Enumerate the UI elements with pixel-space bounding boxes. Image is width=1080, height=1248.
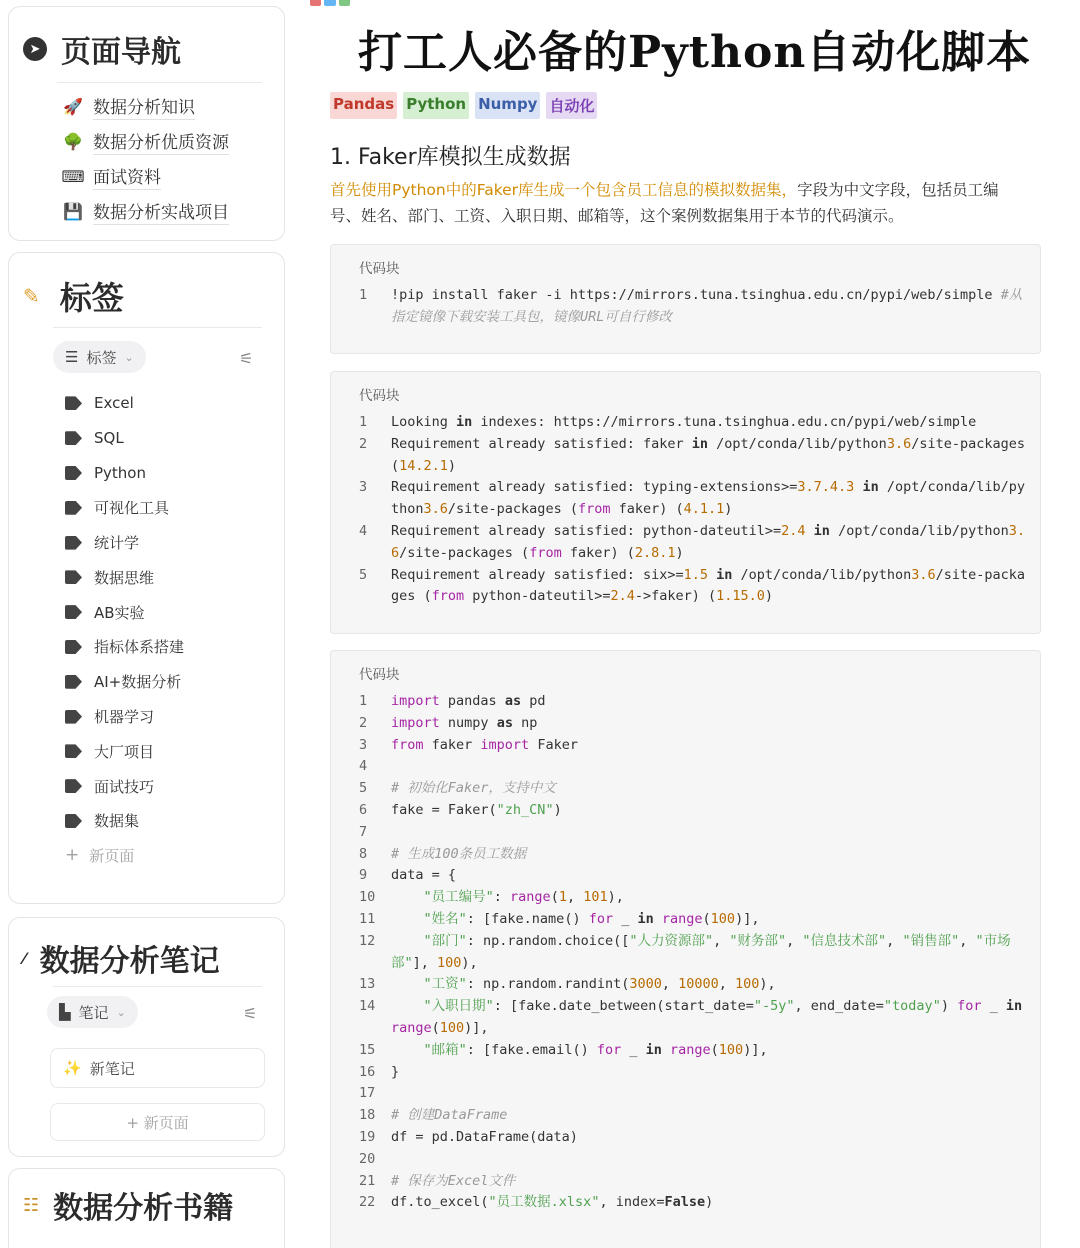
code-line: # 生成100条员工数据 [391,845,527,862]
code-line: fake = Faker("zh_CN") [391,802,562,818]
new-note-button[interactable] [50,1048,265,1088]
paragraph-text: 字段为中文字段，包括员工编号、姓名、部门、工资、入职日期、邮箱等，这个案例数据集用于本节的代码演示。 [330,181,999,225]
paragraph-highlight: 首先使用Python中的Faker库生成一个包含员工信息的模拟数据集， [330,181,798,199]
checklist-icon: ☷ [23,1194,40,1216]
line-number: 5 [359,566,368,583]
floppy-icon: 💾 [63,202,83,221]
code-line: import numpy as np [391,714,538,731]
notes-panel-header [23,936,220,980]
tag-label: 大厂项目 [94,742,155,761]
nav-item-label: 数据分析实战项目 [93,198,229,225]
line-number: 5 [359,780,368,797]
tag-icon [65,779,82,793]
tag-label: AI+数据分析 [94,673,182,692]
nav-item[interactable] [59,159,279,194]
code-block-faker[interactable] [330,650,1041,1248]
tag-icon [65,605,82,619]
line-number: 2 [359,714,368,731]
article-tag[interactable]: 自动化 [546,92,597,119]
nav-item-label: 数据分析知识 [93,93,195,120]
code-line: Requirement already satisfied: faker in /opt/conda/lib/python3.6/site-packages (14.2.1) [391,435,1034,474]
nav-panel-title: 页面导航 [61,35,181,70]
books-panel-header [23,1183,233,1227]
section-title: 1. Faker库模拟生成数据 [330,145,571,170]
code-line: import pandas as pd [391,693,546,709]
code-line: "姓名": [fake.name() for _ in range(100)], [423,911,760,927]
compass-icon: ➤ [23,37,47,61]
tag-item[interactable] [9,769,284,804]
nav-item[interactable] [59,194,279,229]
rocket-icon: 🚀 [63,97,83,116]
nav-item[interactable] [59,124,279,159]
tag-icon [65,710,82,724]
tag-icon [65,814,82,828]
line-number: 22 [359,1194,376,1211]
line-number: 4 [359,523,368,539]
line-number: 16 [359,1063,376,1080]
nav-item-label: 面试资料 [93,163,161,190]
code-line: "邮箱": [fake.email() for _ in range(100)], [423,1041,768,1058]
code-line: # 保存为Excel文件 [391,1172,516,1189]
tag-item[interactable] [9,630,284,665]
tag-icon [65,570,82,584]
line-number: 1 [359,287,368,303]
line-number: 3 [359,736,368,753]
nav-list [59,89,279,229]
line-number: 1 [359,693,368,709]
tag-list [9,386,284,838]
code-line: from faker import Faker [391,736,578,753]
tag-item[interactable] [9,560,284,595]
new-page-button[interactable] [9,838,284,873]
tag-label: SQL [94,429,124,448]
tag-label: 数据思维 [94,568,155,587]
notes-new-page-button[interactable] [50,1103,265,1141]
notes-new-page-label: + 新页面 [126,1113,189,1132]
code-line: "入职日期": [fake.date_between(start_date="-5y", end_date="today") for _ in range(100)], [391,998,1023,1036]
chevron-down-icon: ⌄ [124,350,134,364]
line-number: 4 [359,758,368,775]
tag-label: 面试技巧 [94,777,155,796]
line-number: 1 [359,414,368,430]
code-line: "工资": np.random.randint(3000, 10000, 100), [423,976,776,993]
tag-icon [65,431,82,445]
line-number: 18 [359,1107,376,1124]
code-line: } [391,1063,400,1080]
page-title: 打工人必备的Python自动化脚本 [358,27,1032,78]
tags-filter-dropdown[interactable] [53,341,146,373]
line-number: 21 [359,1172,376,1189]
line-number: 10 [359,889,376,906]
keyboard-icon: ⌨ [61,167,85,186]
page-cover-icon [310,0,350,6]
line-number: 3 [359,479,368,496]
code-line: Requirement already satisfied: python-dateutil>=2.4 in /opt/conda/lib/python3.6/site-packages (from faker) (2.8.1) [391,523,1026,561]
plus-icon: + [65,845,80,866]
line-number: 8 [359,845,368,862]
article-tag[interactable]: Numpy [475,92,540,119]
code-line: df = pd.DataFrame(data) [391,1129,578,1145]
tag-icon [65,396,82,410]
books-panel-title: 数据分析书籍 [53,1191,234,1226]
tag-icon [65,640,82,654]
tag-icon [65,744,82,758]
code-line: "员工编号": range(1, 101), [423,889,624,906]
notes-panel [8,917,285,1157]
line-number: 17 [359,1085,376,1102]
article-tags [330,92,597,119]
tag-item[interactable] [9,525,284,560]
tags-panel [8,252,285,904]
line-number: 20 [359,1150,376,1167]
line-number: 7 [359,823,368,840]
chevron-down-icon: ⌄ [116,1005,126,1019]
tag-label: 指标体系搭建 [94,638,185,657]
books-panel [8,1168,285,1248]
code-line: Requirement already satisfied: six>=1.5 in /opt/conda/lib/python3.6/site-packages (from python-dateutil>=2.4->faker) (1.15.0) [391,566,1026,605]
tag-label: 可视化工具 [94,499,170,518]
code-block-label: 代码块 [359,667,400,683]
code-line: Looking in indexes: https://mirrors.tuna.tsinghua.edu.cn/pypi/web/simple [391,414,977,430]
line-number: 13 [359,976,376,993]
code-block-install[interactable] [330,244,1041,354]
article-tag[interactable]: Python [403,92,469,119]
wand-icon: ⁄ [23,948,26,968]
code-line: "部门": np.random.choice(["人力资源部", "财务部", "信息技术部", "销售部", "市场部"], 100), [391,932,1011,971]
tag-label: 统计学 [94,534,140,553]
tag-item[interactable] [9,804,284,839]
tag-item[interactable] [9,490,284,525]
tag-item[interactable] [9,386,284,421]
tag-item[interactable] [9,595,284,630]
code-block-label: 代码块 [359,261,400,277]
notes-panel-title: 数据分析笔记 [39,944,220,979]
notes-settings-icon[interactable]: ⚟ [243,1004,258,1023]
line-number: 19 [359,1129,376,1145]
line-number: 14 [359,998,376,1015]
tag-item[interactable] [9,421,284,456]
line-number: 2 [359,435,368,452]
line-number: 15 [359,1041,376,1058]
tag-item[interactable] [9,664,284,699]
code-block-output[interactable] [330,371,1041,634]
pencil-icon: ✎ [23,284,40,308]
code-block-label: 代码块 [359,388,400,404]
code-line: Requirement already satisfied: typing-extensions>=3.7.4.3 in /opt/conda/lib/python3.6/site-packages (from faker) (4.1.1) [391,479,1026,518]
code-line: !pip install faker -i https://mirrors.tuna.tsinghua.edu.cn/pypi/web/simple #从指定镜像下载安装工具包，镜像URL可自行修改 [391,287,1023,325]
sparkle-wand-icon: ✨ [63,1059,82,1077]
document-icon: ▙ [59,1003,71,1021]
tags-panel-title: 标签 [59,279,124,317]
nav-panel-header [23,27,181,71]
code-line: df.to_excel("员工数据.xlsx", index=False) [391,1194,714,1211]
tag-label: Excel [94,394,134,413]
tags-panel-header [23,273,124,319]
notes-filter-dropdown[interactable] [47,996,138,1028]
tag-label: 机器学习 [94,708,155,727]
line-number: 12 [359,932,376,949]
tag-label: Python [94,463,146,482]
code-line: data = { [391,867,457,884]
line-number: 9 [359,867,368,884]
filter-settings-icon[interactable]: ⚟ [239,349,254,368]
tag-icon [65,536,82,550]
tag-item[interactable] [9,734,284,769]
tag-icon [65,466,82,480]
line-number: 11 [359,911,376,927]
tag-icon [65,501,82,515]
tag-label: 数据集 [94,812,140,831]
tags-filter-label: 标签 [86,348,117,367]
notes-filter-label: 笔记 [78,1003,109,1022]
tag-item[interactable] [9,456,284,491]
new-page-label: 新页面 [89,846,135,865]
tree-icon: 🌳 [63,132,83,151]
line-number: 6 [359,802,368,818]
article-tag[interactable]: Pandas [330,92,397,119]
code-line: # 初始化Faker，支持中文 [391,780,556,797]
nav-panel [8,6,285,241]
tag-item[interactable] [9,699,284,734]
list-icon: ☰ [65,348,79,366]
new-note-label: 新笔记 [89,1059,135,1078]
section-paragraph [330,177,1020,229]
nav-item[interactable] [59,89,279,124]
tag-label: AB实验 [94,603,145,622]
tag-icon [65,675,82,689]
nav-item-label: 数据分析优质资源 [93,128,229,155]
code-line: # 创建DataFrame [391,1107,508,1124]
